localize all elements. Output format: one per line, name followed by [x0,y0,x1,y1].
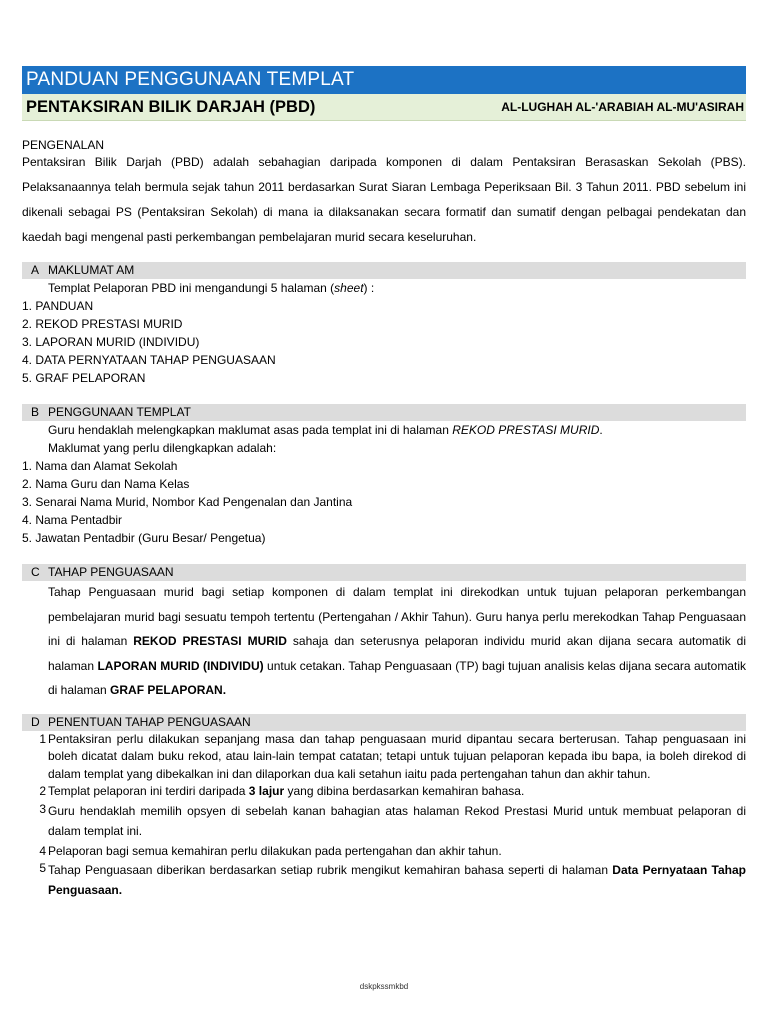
list-item: 4. Nama Pentadbir [22,513,123,527]
item-number: 1 [39,731,46,746]
section-title: MAKLUMAT AM [48,263,135,277]
list-item: 4. DATA PERNYATAAN TAHAP PENGUASAAN [22,353,276,367]
item-text-part: Tahap Penguasaan diberikan berdasarkan setiap rubrik mengikut kemahiran bahasa seperti di halaman [48,863,613,877]
numbered-item [22,801,746,841]
subtitle-bar [22,94,746,121]
list-item: 5. Jawatan Pentadbir (Guru Besar/ Pengetua) [22,531,266,545]
section-letter: B [31,405,40,419]
section-letter: D [31,714,40,729]
section-b-line2: Maklumat yang perlu dilengkapkan adalah: [48,441,277,455]
sheet-list [22,297,746,387]
lead-text: Templat Pelaporan PBD ini mengandungi 5 halaman ( [48,281,335,295]
subject-name: AL-LUGHAH AL-'ARABIAH AL-MU'ASIRAH [501,100,744,114]
list-item: 3. LAPORAN MURID (INDIVIDU) [22,335,200,349]
item-number: 3 [39,801,46,816]
intro-heading: PENGENALAN [22,138,105,152]
section-c-paragraph [22,580,746,703]
section-a-lead [22,279,746,297]
details-list [22,457,746,547]
list-item: 2. REKOD PRESTASI MURID [22,317,183,331]
para-text: Tahap Penguasaan murid bagi setiap komponen di dalam templat ini direkodkan untuk tujuan pelaporan perkembangan pembelajaran murid bagi sesuatu tempoh tertentu (Pertengahan / Akhir Tahun). Guru hanya perlu merekodkan Tahap Penguasaan ini di halaman [48,585,746,648]
section-c-header [22,564,746,581]
lead-text-end: ) : [363,281,375,295]
document-subtitle: PENTAKSIRAN BILIK DARJAH (PBD) [26,97,316,116]
item-number: 4 [39,843,46,858]
numbered-item [22,860,746,900]
section-a-header [22,262,746,279]
numbered-item [22,731,746,784]
section-letter: C [31,565,40,579]
section-d-header [22,714,746,731]
section-title: TAHAP PENGUASAAN [48,565,174,579]
list-item: 5. GRAF PELAPORAN [22,371,146,385]
line-text: Guru hendaklah melengkapkan maklumat asas pada templat ini di halaman [48,423,453,437]
item-number: 2 [39,784,46,798]
section-b-line1 [22,421,746,439]
item-bold: Data Pernyataan Tahap Penguasaan. [48,863,747,897]
para-text: untuk cetakan. Tahap Penguasaan (TP) bagi tujuan analisis kelas dijana secara automatik di halaman [48,658,746,697]
section-b-header [22,404,746,421]
numbered-item [22,783,746,801]
page-footer: dskpkssmkbd [359,982,409,991]
para-bold: GRAF PELAPORAN. [110,683,227,697]
section-title: PENGGUNAAN TEMPLAT [48,405,191,419]
section-letter: A [31,263,40,277]
item-text-part: yang dibina berdasarkan kemahiran bahasa. [284,784,525,798]
document-title: PANDUAN PENGGUNAAN TEMPLAT [22,66,746,94]
section-title: PENENTUAN TAHAP PENGUASAAN [48,714,251,729]
list-item: 2. Nama Guru dan Nama Kelas [22,477,190,491]
lead-italic: sheet [334,281,364,295]
item-number: 5 [39,861,46,875]
list-item: 3. Senarai Nama Murid, Nombor Kad Pengenalan dan Jantina [22,495,353,509]
para-text: sahaja dan seterusnya pelaporan individu murid akan dijana secara automatik di halaman [48,634,747,673]
numbered-item [22,843,746,861]
para-bold: REKOD PRESTASI MURID [133,634,287,648]
list-item: 1. PANDUAN [22,299,94,313]
item-text-part: Templat pelaporan ini terdiri daripada [48,784,249,798]
list-item: 1. Nama dan Alamat Sekolah [22,459,178,473]
item-text [48,860,746,900]
para-bold: LAPORAN MURID (INDIVIDU) [97,658,264,673]
line-italic: REKOD PRESTASI MURID [452,423,600,437]
section-a [22,262,746,387]
intro-paragraph: Pentaksiran Bilik Darjah (PBD) adalah sebahagian daripada komponen di dalam Pentaksiran Berasaskan Sekolah (PBS). Pelaksanaannya telah bermula sejak tahun 2011 berdasarkan Surat Siaran Lembaga Peperiksaan Bil. 3 Tahun 2011. PBD sebelum ini dikenali sebagai PS (Pentaksiran Sekolah) di mana ia dilaksanakan secara formatif dan sumatif dengan pelbagai pendekatan dan kaedah bagi mengenal pasti perkembangan pembelajaran murid secara keseluruhan. [22,155,746,244]
item-bold: 3 lajur [248,784,285,798]
section-b [22,404,746,547]
section-d [22,714,746,901]
section-c [22,564,746,703]
item-text: Guru hendaklah memilih opsyen di sebelah kanan bahagian atas halaman Rekod Prestasi Murid untuk membuat pelaporan di dalam templat ini. [48,803,746,838]
item-text [48,783,746,801]
assessment-list [22,731,746,901]
item-text: Pentaksiran perlu dilakukan sepanjang masa dan tahap penguasaan murid dipantau secara berterusan. Tahap penguasaan ini boleh dicatat dalam buku rekod, atau lain-lain tempat catatan; tetapi untuk tujuan pelaporan kepada ibu bapa, ia boleh direkod di dalam templat yang dibekalkan ini dan dilaporkan dua kali setahun iaitu pada pertengahan tahun dan akhir tahun. [48,731,746,781]
item-text: Pelaporan bagi semua kemahiran perlu dilakukan pada pertengahan dan akhir tahun. [48,843,502,858]
line-text-end: . [599,423,603,437]
intro-section [22,137,746,250]
document-page [22,66,746,900]
